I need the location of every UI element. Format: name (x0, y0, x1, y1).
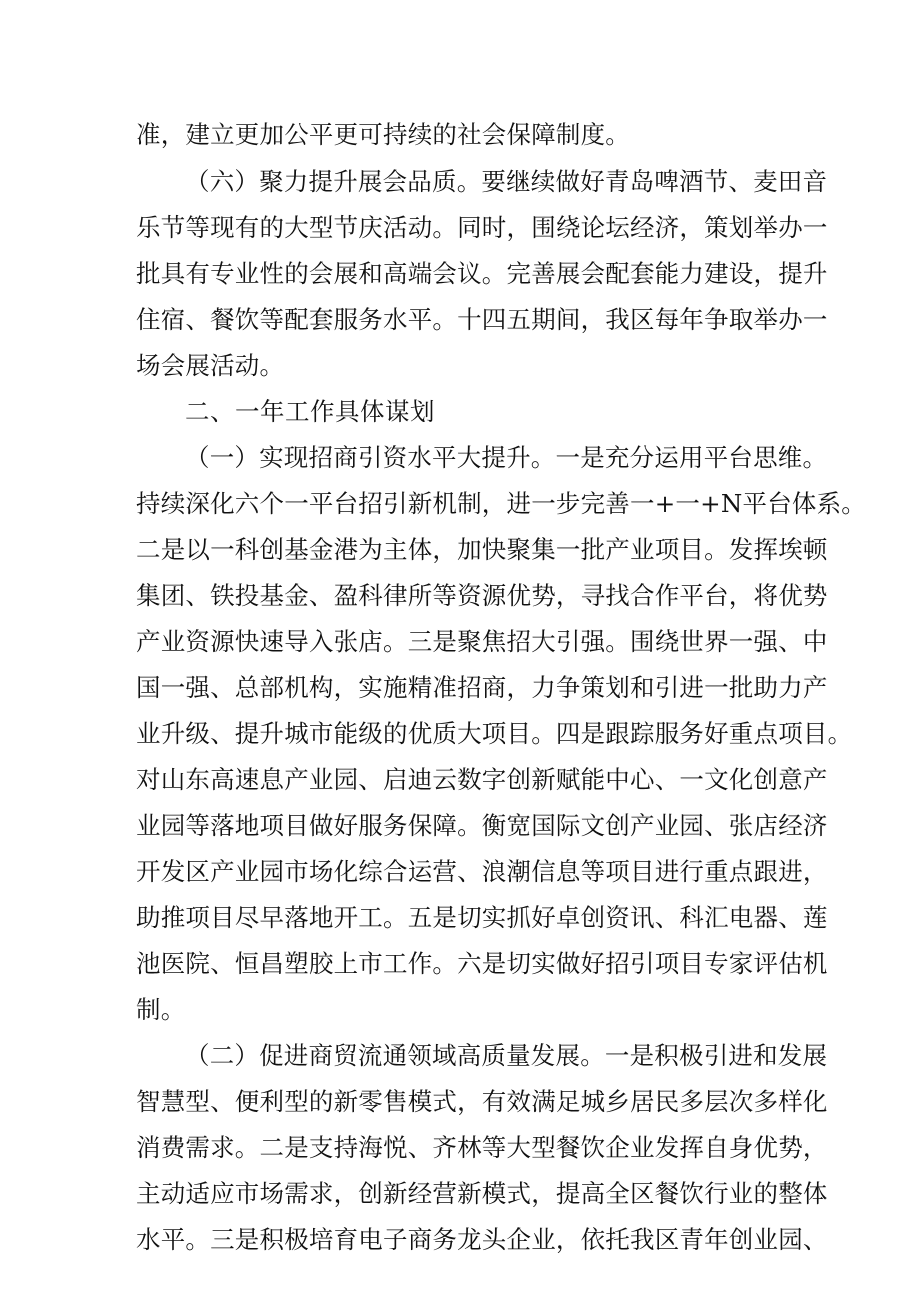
text-line: 池医院、恒昌塑胶上市工作。六是切实做好招引项目专家评估机 (136, 949, 828, 978)
text-line: 业园等落地项目做好服务保障。衡宽国际文创产业园、张店经济 (136, 811, 828, 840)
text-line: 水平。三是积极培育电子商务龙头企业，依托我区青年创业园、 (136, 1225, 828, 1254)
text-line: 国一强、总部机构，实施精准招商，力争策划和引进一批助力产 (136, 673, 828, 702)
text-line: 主动适应市场需求，创新经营新模式，提高全区餐饮行业的整体 (136, 1179, 828, 1208)
text-line: （六）聚力提升展会品质。要继续做好青岛啤酒节、麦田音 (185, 167, 828, 196)
text-line: 制。 (136, 995, 186, 1024)
text-line: 二是以一科创基金港为主体，加快聚集一批产业项目。发挥埃顿 (136, 535, 828, 564)
text-line: 集团、铁投基金、盈科律所等资源优势，寻找合作平台，将优势 (136, 581, 828, 610)
text-line: 助推项目尽早落地开工。五是切实抓好卓创资讯、科汇电器、莲 (136, 903, 828, 932)
text-line: 住宿、餐饮等配套服务水平。十四五期间，我区每年争取举办一 (136, 305, 828, 334)
text-line: 乐节等现有的大型节庆活动。同时，围绕论坛经济，策划举办一 (136, 213, 828, 242)
text-line: 持续深化六个一平台招引新机制，进一步完善一+一+N平台体系。 (136, 489, 866, 518)
text-line: 消费需求。二是支持海悦、齐林等大型餐饮企业发挥自身优势， (136, 1133, 828, 1162)
text-line: 开发区产业园市场化综合运营、浪潮信息等项目进行重点跟进， (136, 857, 828, 886)
text-line: 对山东高速息产业园、启迪云数字创新赋能中心、一文化创意产 (136, 765, 828, 794)
text-line: 产业资源快速导入张店。三是聚焦招大引强。围绕世界一强、中 (136, 627, 828, 656)
text-line: （一）实现招商引资水平大提升。一是充分运用平台思维。 (185, 443, 828, 472)
section-heading: 二、一年工作具体谋划 (185, 397, 435, 426)
text-line: 准，建立更加公平更可持续的社会保障制度。 (136, 120, 630, 149)
text-line: 场会展活动。 (136, 351, 285, 380)
text-line: 业升级、提升城市能级的优质大项目。四是跟踪服务好重点项目。 (136, 719, 853, 748)
text-line: （二）促进商贸流通领域高质量发展。一是积极引进和发展 (185, 1041, 828, 1070)
text-line: 智慧型、便利型的新零售模式，有效满足城乡居民多层次多样化 (136, 1087, 828, 1116)
text-line: 批具有专业性的会展和高端会议。完善展会配套能力建设，提升 (136, 259, 828, 288)
